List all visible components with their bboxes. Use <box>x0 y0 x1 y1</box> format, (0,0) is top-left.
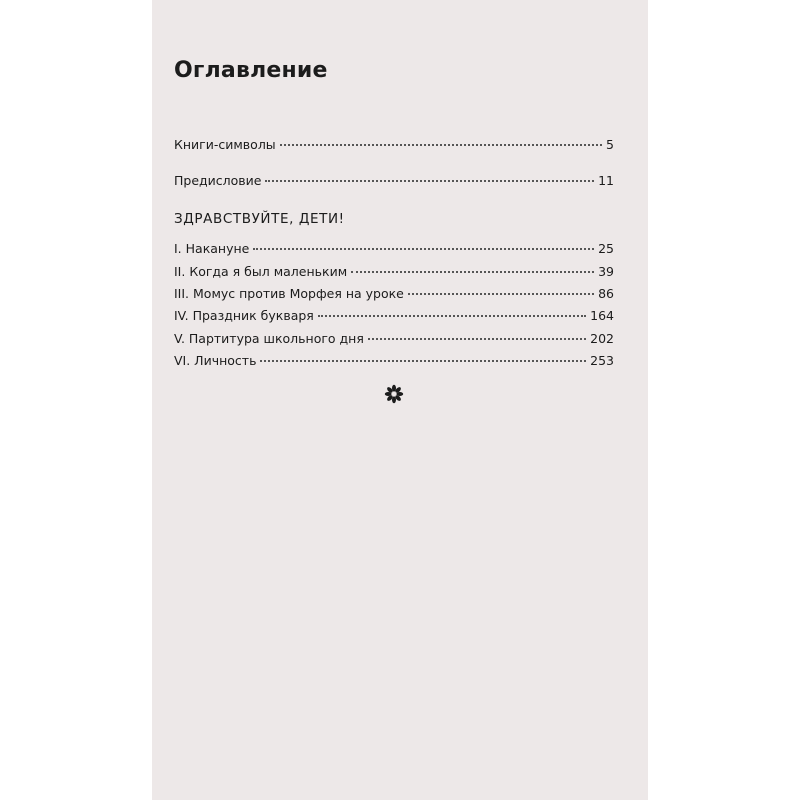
toc-chapter <box>174 331 614 347</box>
toc-entry <box>174 137 614 153</box>
toc-chapter <box>174 286 614 302</box>
dot-leader <box>260 360 586 362</box>
dot-leader <box>318 315 586 317</box>
toc-chapter-label: IV. Праздник букваря <box>174 308 314 323</box>
toc-entry-label: Предисловие <box>174 173 262 188</box>
toc-chapter <box>174 241 614 257</box>
section-heading: ЗДРАВСТВУЙТЕ, ДЕТИ! <box>174 211 345 227</box>
toc-chapter-label: III. Момус против Морфея на уроке <box>174 286 404 301</box>
book-page <box>152 0 648 800</box>
toc-entry-page: 5 <box>606 137 614 152</box>
page-title: Оглавление <box>174 58 328 83</box>
flower-ornament-icon <box>384 384 404 404</box>
toc-chapter-page: 202 <box>590 331 614 346</box>
toc-chapter <box>174 264 614 280</box>
toc-chapter-page: 253 <box>590 353 614 368</box>
toc-chapter-label: II. Когда я был маленьким <box>174 264 348 279</box>
toc-chapter-label: VI. Личность <box>174 353 257 368</box>
toc-chapter-page: 164 <box>590 308 614 323</box>
toc-entry-label: Книги-символы <box>174 137 276 152</box>
toc-chapter <box>174 308 614 324</box>
dot-leader <box>253 248 594 250</box>
toc-chapter-page: 39 <box>598 264 614 279</box>
toc-chapter-label: I. Накануне <box>174 241 250 256</box>
toc-chapter-page: 86 <box>598 286 614 301</box>
dot-leader <box>351 271 594 273</box>
dot-leader <box>265 180 594 182</box>
toc-chapter-page: 25 <box>598 241 614 256</box>
toc-chapter-label: V. Партитура школьного дня <box>174 331 364 346</box>
dot-leader <box>368 338 586 340</box>
toc-entry <box>174 173 614 189</box>
dot-leader <box>408 293 594 295</box>
dot-leader <box>280 144 602 146</box>
toc-chapter <box>174 353 614 369</box>
toc-entry-page: 11 <box>598 173 614 188</box>
